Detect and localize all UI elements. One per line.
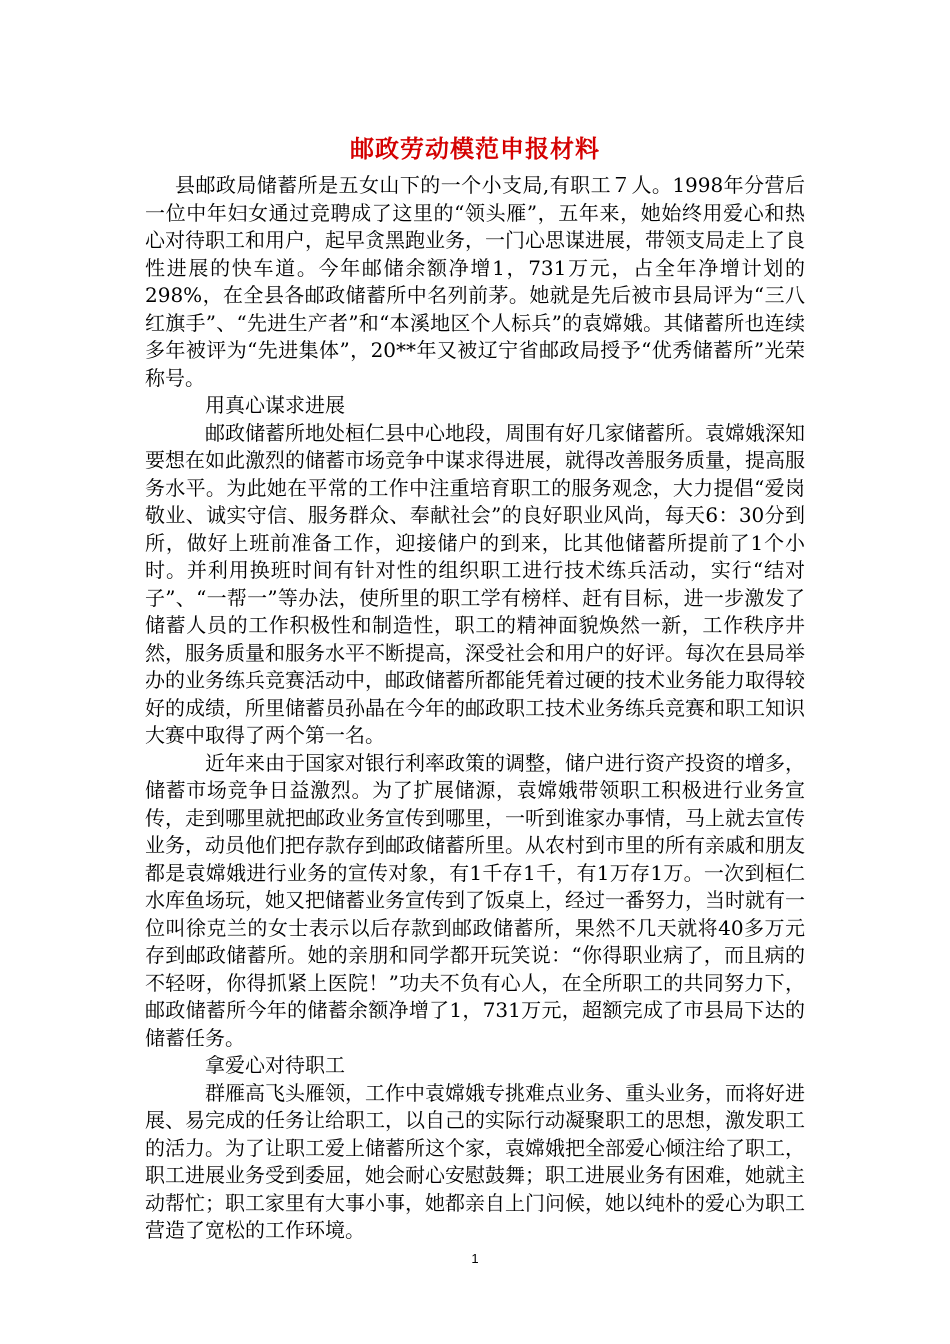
document-body <box>145 172 805 1245</box>
paragraph-intro: 县邮政局储蓄所是五女山下的一个小支局,有职工７人。1998年分营后一位中年妇女通过竞聘成了这里的“领头雁”，五年来，她始终用爱心和热心对待职工和用户，起早贪黑跑业务，一门心思谋进展，带领支局走上了良性进展的快车道。今年邮储余额净增1，731万元，占全年净增计划的298%，在全县各邮政储蓄所中名列前茅。她就是先后被市县局评为“三八红旗手”、“先进生产者”和“本溪地区个人标兵”的袁嫦娥。其储蓄所也连续多年被评为“先进集体”，20**年又被辽宁省邮政局授予“优秀储蓄所”光荣称号。 <box>145 173 805 390</box>
paragraph-caring-staff: 群雁高飞头雁领，工作中袁嫦娥专挑难点业务、重头业务，而将好进展、易完成的任务让给职工，以自己的实际行动凝聚职工的思想，激发职工的活力。为了让职工爱上储蓄所这个家，袁嫦娥把全部爱心倾注给了职工，职工进展业务受到委屈，她会耐心安慰鼓舞；职工进展业务有困难，她就主动帮忙；职工家里有大事小事，她都亲自上门问候，她以纯朴的爱心为职工营造了宽松的工作环境。 <box>145 1080 805 1242</box>
paragraph-business-promotion: 近年来由于国家对银行利率政策的调整，储户进行资产投资的增多，储蓄市场竞争日益激烈。为了扩展储源，袁嫦娥带领职工积极进行业务宣传，走到哪里就把邮政业务宣传到哪里，一听到谁家办事情，马上就去宣传业务，动员他们把存款存到邮政储蓄所里。从农村到市里的所有亲戚和朋友都是袁嫦娥进行业务的宣传对象，有1千存1千，有1万存1万。一次到桓仁水库鱼场玩，她又把储蓄业务宣传到了饭桌上，经过一番努力，当时就有一位叫徐克兰的女士表示以后存款到邮政储蓄所，果然不几天就将40多万元存到邮政储蓄所。她的亲朋和同学都开玩笑说：“你得职业病了，而且病的不轻呀，你得抓紧上医院！”功夫不负有心人，在全所职工的共同努力下，邮政储蓄所今年的储蓄余额净增了1，731万元，超额完成了市县局下达的储蓄任务。 <box>145 750 805 1050</box>
page-number: 1 <box>471 1251 479 1266</box>
section-heading-sincerity: 用真心谋求进展 <box>205 393 345 417</box>
section-heading-caring: 拿爱心对待职工 <box>205 1053 345 1077</box>
document-title: 邮政劳动模范申报材料 <box>350 134 600 163</box>
paragraph-service-quality: 邮政储蓄所地处桓仁县中心地段，周围有好几家储蓄所。袁嫦娥深知要想在如此激烈的储蓄市场竞争中谋求得进展，就得改善服务质量，提高服务水平。为此她在平常的工作中注重培育职工的服务观念，大力提倡“爱岗敬业、诚实守信、服务群众、奉献社会”的良好职业风尚，每天6：30分到所，做好上班前准备工作，迎接储户的到来，比其他储蓄所提前了1个小时。并利用换班时间有针对性的组织职工进行技术练兵活动，实行“结对子”、“一帮一”等办法，使所里的职工学有榜样、赶有目标，进一步激发了储蓄人员的工作积极性和制造性，职工的精神面貌焕然一新，工作秩序井然，服务质量和服务水平不断提高，深受社会和用户的好评。每次在县局举办的业务练兵竞赛活动中，邮政储蓄所都能凭着过硬的技术业务能力取得较好的成绩，所里储蓄员孙晶在今年的邮政职工技术业务练兵竞赛和职工知识大赛中取得了两个第一名。 <box>145 420 805 747</box>
